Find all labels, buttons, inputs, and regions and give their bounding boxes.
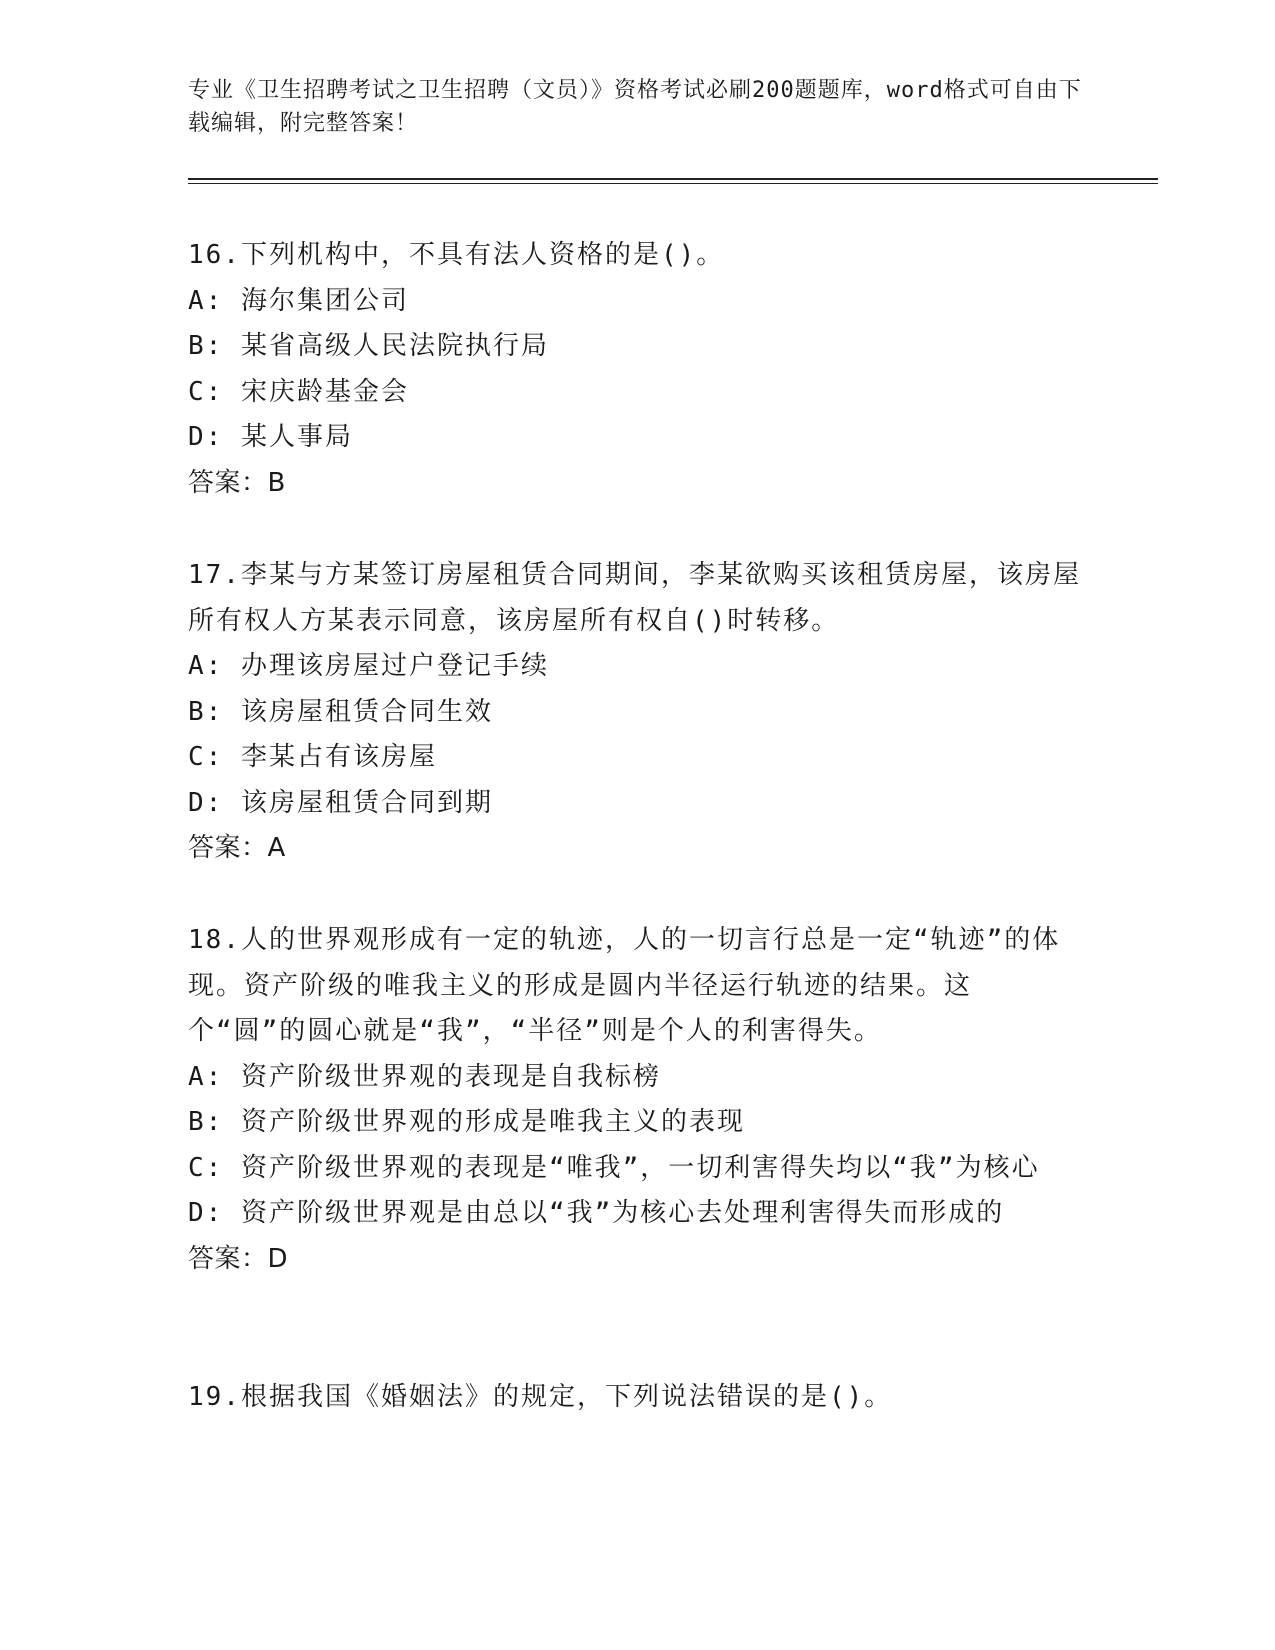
question-stem: 17.李某与方某签订房屋租赁合同期间，李某欲购买该租赁房屋，该房屋所有权人方某表示同意，该房屋所有权自()时转移。 [188, 560, 1081, 636]
option-a: A: 资产阶级世界观的表现是自我标榜 [188, 1061, 661, 1092]
option-c: C: 李某占有该房屋 [188, 742, 437, 772]
option-a: A: 办理该房屋过户登记手续 [188, 651, 549, 681]
option-b: B: 资产阶级世界观的形成是唯我主义的表现 [188, 1107, 745, 1137]
option-d: D: 该房屋租赁合同到期 [188, 787, 493, 818]
answer-line: 答案：B [188, 467, 286, 498]
question-stem: 18.人的世界观形成有一定的轨迹，人的一切言行总是一定“轨迹”的体现。资产阶级的唯我主义的形成是圆内半径运行轨迹的结果。这个“圆”的圆心就是“我”，“半径”则是个人的利害得失。 [188, 925, 1061, 1046]
question-stem: 19.根据我国《婚姻法》的规定，下列说法错误的是()。 [188, 1382, 893, 1412]
header-divider [188, 178, 1158, 180]
option-d: D: 某人事局 [188, 422, 353, 452]
question-18 [188, 918, 1088, 1282]
question-19 [188, 1375, 1088, 1421]
question-stem: 16.下列机构中，不具有法人资格的是()。 [188, 240, 725, 270]
option-c: C: 资产阶级世界观的表现是“唯我”，一切利害得失均以“我”为核心 [188, 1152, 1040, 1183]
option-a: A: 海尔集团公司 [188, 285, 409, 316]
option-b: B: 该房屋租赁合同生效 [188, 696, 493, 727]
header-divider-thin [188, 183, 1158, 184]
option-b: B: 某省高级人民法院执行局 [188, 331, 549, 361]
option-c: C: 宋庆龄基金会 [188, 376, 409, 407]
question-17 [188, 553, 1088, 872]
answer-line: 答案：D [188, 1243, 289, 1274]
answer-line: 答案：A [188, 833, 286, 863]
header-intro: 专业《卫生招聘考试之卫生招聘（文员）》资格考试必刷200题题库，word格式可自由下载编辑，附完整答案！ [188, 78, 1082, 136]
option-d: D: 资产阶级世界观是由总以“我”为核心去处理利害得失而形成的 [188, 1198, 1005, 1228]
question-16 [188, 233, 1088, 506]
